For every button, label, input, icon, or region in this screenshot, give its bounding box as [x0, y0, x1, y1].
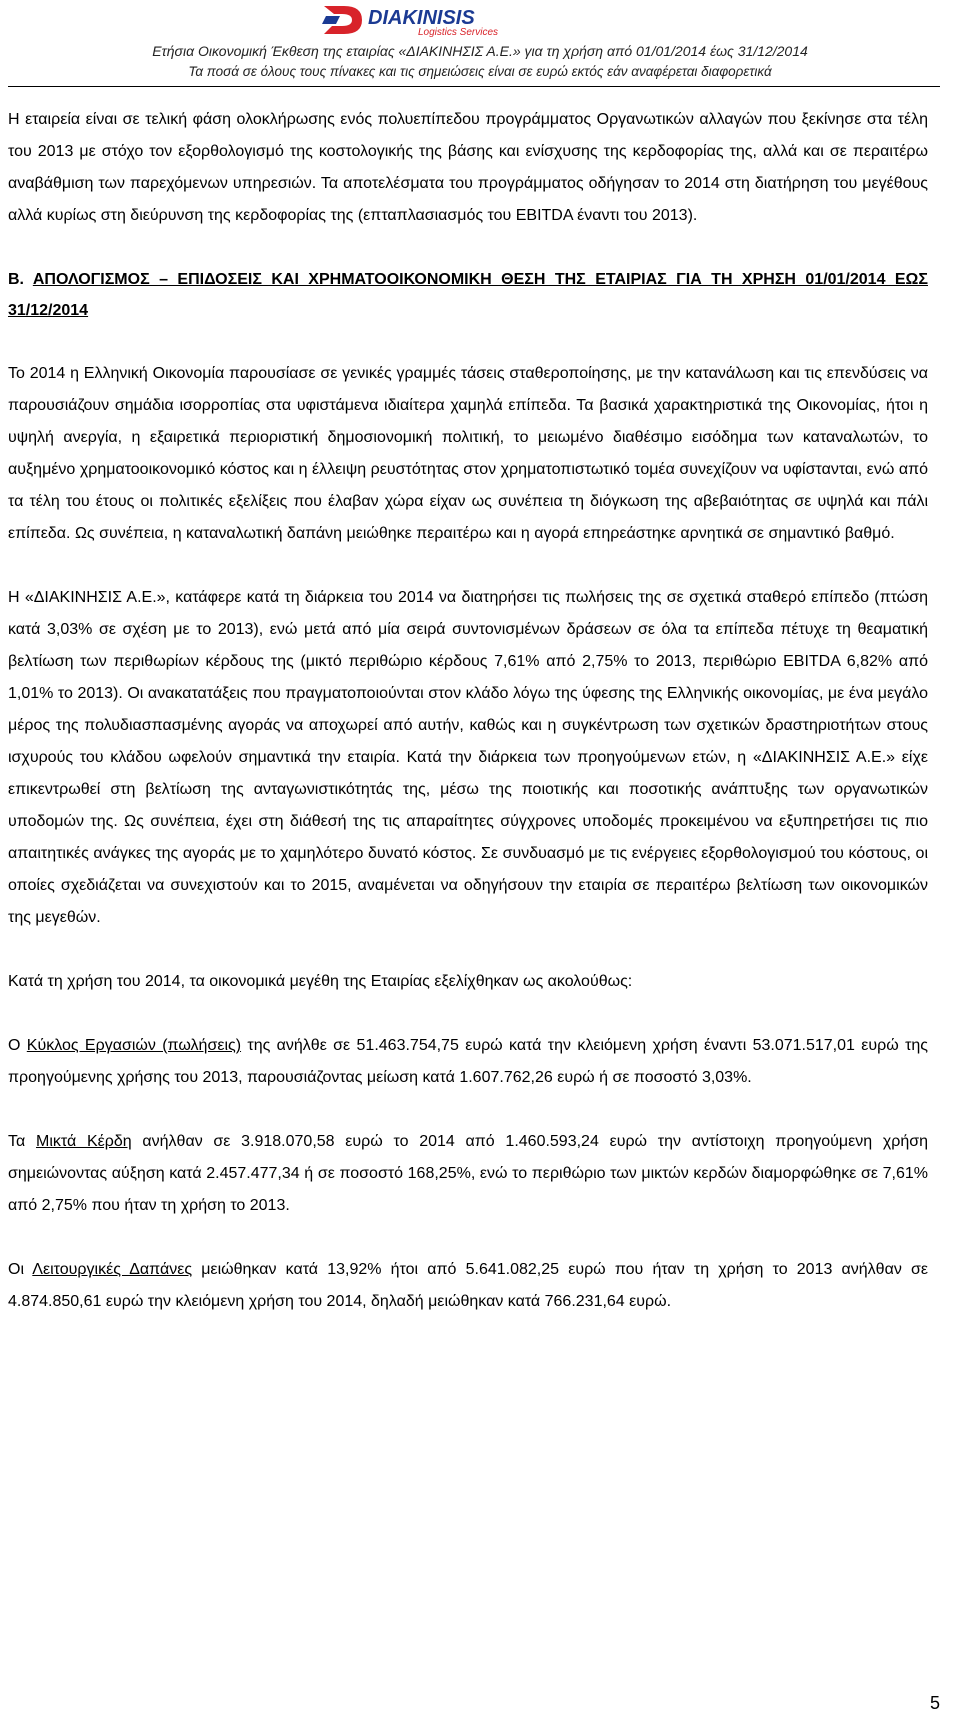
sales-paragraph: Ο Κύκλος Εργασιών (πωλήσεις) της ανήλθε σε 51.463.754,75 ευρώ κατά την κλειόμενη χρήση έναντι 53.071.517,01 ευρώ της προηγούμενης χρήσης του 2013, παρουσιάζοντας μείωση κατά 1.607.762,26 ευρώ ή σε ποσοστό 3,03%. — [8, 1037, 929, 1086]
gross-profit-term: Μικτά Κέρδη — [36, 1133, 132, 1150]
intro-paragraph: Η εταιρεία είναι σε τελική φάση ολοκλήρωσης ενός πολυεπίπεδου προγράμματος Οργανωτικών αλλαγών που ξεκίνησε στα τέλη του 2013 με στόχο τον εξορθολογισμό της κοστολογικής της βάσης και ενίσχυσης της κερδοφορίας της, αλλά και σε περαιτέρω αναβάθμιση των παρεχόμενων υπηρεσιών. Τα αποτελέσματα του προγράμματος οδήγησαν το 2014 στη διατήρηση του μεγέθους αλλά κυρίως στη διεύρυνση της κερδοφορίας της (επταπλασιασμός του EBITDA έναντι του 2013). — [8, 111, 928, 224]
section-heading — [8, 264, 928, 326]
logo-wordmark: DIAKINISIS — [368, 7, 475, 29]
sales-term: Κύκλος Εργασιών (πωλήσεις) — [26, 1037, 242, 1054]
figures-intro-paragraph: Κατά τη χρήση του 2014, τα οικονομικά μεγέθη της Εταιρίας εξελίχθηκαν ως ακολούθως: — [8, 973, 633, 990]
company-paragraph: Η «ΔΙΑΚΙΝΗΣΙΣ Α.Ε.», κατάφερε κατά τη διάρκεια του 2014 να διατηρήσει τις πωλήσεις της σε σχετικά σταθερό επίπεδο (πτώση κατά 3,03% σε σχέση με το 2013), ενώ μετά από μία σειρά συντονισμένων δράσεων σε όλα τα επίπεδα πέτυχε τη θεαματική βελτίωση των περιθωρίων κέρδους της (μικτό περιθώριο κέρδους 7,61% από 2,75% το 2013, περιθώριο EBITDA 6,82% από 1,01% το 2013). Οι ανακατατάξεις που πραγματοποιούνται στον κλάδο λόγω της ύφεσης της Ελληνικής οικονομίας, με ένα μεγάλο μέρος της πολυδιασπασμένης αγοράς να αποχωρεί από αυτήν, καθώς και η συγκέντρωση των σχετικών δραστηριοτήτων στους ισχυρούς του κλάδου ωφελούν σημαντικά την εταιρία. Κατά την διάρκεια των προηγούμενων ετών, η «ΔΙΑΚΙΝΗΣΙΣ Α.Ε.» είχε επικεντρωθεί στη βελτίωση της ανταγωνιστικότητάς της, μέσω της ποιοτικής και ποσοτικής ανάπτυξης των οργανωτικών υποδομών της. Ως συνέπεια, έχει στη διάθεσή της τις απαραίτητες σύγχρονες υποδομές προκειμένου να εξυπηρετήσει τις πιο απαιτητικές ανάγκες της αγοράς με το χαμηλότερο δυνατό κόστος. Σε συνδυασμό με τις ενέργειες εξορθολογισμού του κόστους, οι οποίες σχεδιάζεται να συνεχιστούν και το 2015, αναμένεται να οδηγήσουν την εταιρία σε περαιτέρω βελτίωση των οικονομικών της μεγεθών. — [8, 589, 928, 926]
logo-tagline: Logistics Services — [418, 27, 499, 38]
report-header-note: Τα ποσά σε όλους τους πίνακες και τις σημειώσεις είναι σε ευρώ εκτός εάν αναφέρεται διαφορετικά — [188, 64, 772, 79]
document-body — [8, 104, 928, 1318]
section-prefix: Β. — [8, 271, 24, 288]
header-divider — [8, 86, 940, 87]
logo-mark-icon — [322, 6, 362, 34]
page-number: 5 — [930, 1693, 941, 1713]
report-header-title: Ετήσια Οικονομική Έκθεση της εταιρίας «ΔΙΑΚΙΝΗΣΙΣ Α.Ε.» για τη χρήση από 01/01/2014 έως 31/12/2014 — [152, 43, 808, 59]
gross-profit-paragraph: Τα Μικτά Κέρδη ανήλθαν σε 3.918.070,58 ευρώ το 2014 από 1.460.593,24 ευρώ την αντίστοιχη προηγούμενη χρήση σημειώνοντας αύξηση κατά 2.457.477,34 ή σε ποσοστό 168,25%, ενώ το περιθώριο των μικτών κερδών διαμορφώθηκε σε 7,61% από 2,75% που ήταν τη χρήση το 2013. — [8, 1133, 929, 1214]
operating-expenses-paragraph: Οι Λειτουργικές Δαπάνες μειώθηκαν κατά 13,92% ήτοι από 5.641.082,25 ευρώ που ήταν τη χρήση το 2013 ανήλθαν σε 4.874.850,61 ευρώ την κλειόμενη χρήση του 2014, δηλαδή μειώθηκαν κατά 766.231,64 ευρώ. — [8, 1261, 929, 1310]
diakinisis-logo — [322, 2, 552, 38]
economy-paragraph: Το 2014 η Ελληνική Οικονομία παρουσίασε σε γενικές γραμμές τάσεις σταθεροποίησης, με την κατανάλωση και τις επενδύσεις να παρουσιάζουν σημάδια ισορροπίας στα υφιστάμενα ιδιαίτερα χαμηλά επίπεδα. Τα βασικά χαρακτηριστικά της Οικονομίας, ήτοι η υψηλή ανεργία, η εξαιρετικά περιοριστική δημοσιονομική πολιτική, το μειωμένο διαθέσιμο εισόδημα των καταναλωτών, το αυξημένο χρηματοοικονομικό κόστος και η έλλειψη ρευστότητας στον χρηματοπιστωτικό τομέα συνεχίζουν να υφίστανται, ενώ από τα τέλη του έτους οι πολιτικές εξελίξεις που έλαβαν χώρα είχαν ως συνέπεια τη διόγκωση της αβεβαιότητας σε υψηλά και πάλι επίπεδα. Ως συνέπεια, η καταναλωτική δαπάνη μειώθηκε περαιτέρω και η αγορά επηρεάστηκε αρνητικά σε σημαντικό βαθμό. — [8, 365, 928, 542]
section-title: ΑΠΟΛΟΓΙΣΜΟΣ – ΕΠΙΔΟΣΕΙΣ ΚΑΙ ΧΡΗΜΑΤΟΟΙΚΟΝΟΜΙΚΗ ΘΕΣΗ ΤΗΣ ΕΤΑΙΡΙΑΣ ΓΙΑ ΤΗ ΧΡΗΣΗ 01/01/2014 ΕΩΣ 31/12/2014 — [8, 271, 928, 319]
operating-expenses-term: Λειτουργικές Δαπάνες — [32, 1261, 193, 1278]
